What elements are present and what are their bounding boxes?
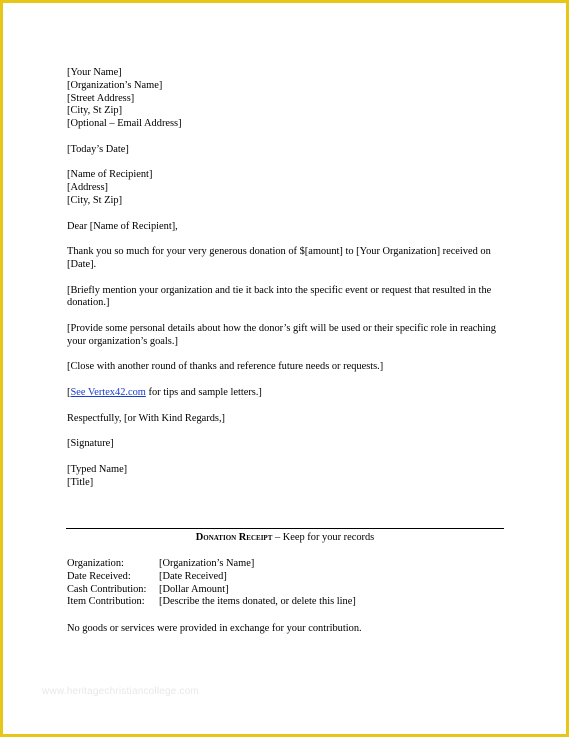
recipient-address: [Address] xyxy=(67,182,108,194)
paragraph-close: [Close with another round of thanks and reference future needs or requests.] xyxy=(67,361,384,373)
paragraph-thanks: Thank you so much for your very generous donation of $[amount] to [Your Organization] received on [Date]. xyxy=(67,246,491,270)
vertex42-link[interactable]: See Vertex42.com xyxy=(70,386,146,398)
receipt-value: [Describe the items donated, or delete this line] xyxy=(159,596,356,608)
receipt-value: [Date Received] xyxy=(159,570,227,582)
sender-email: [Optional – Email Address] xyxy=(67,118,182,130)
receipt-label: Date Received: xyxy=(67,570,131,582)
receipt-row xyxy=(67,571,356,584)
receipt-divider xyxy=(66,528,504,529)
receipt-label: Cash Contribution: xyxy=(67,583,147,595)
sender-name: [Your Name] xyxy=(67,67,122,78)
receipt-row xyxy=(67,596,356,609)
recipient-city: [City, St Zip] xyxy=(67,194,123,206)
paragraph-details: [Provide some personal details about how the donor’s gift will be used or their specific role in reaching your organization’s goals.] xyxy=(67,322,496,347)
closing: Respectfully, [or With Kind Regards,] xyxy=(67,412,226,424)
paragraph-organization: [Briefly mention your organization and tie it back into the specific event or request that resulted in the donation.] xyxy=(67,284,492,309)
receipt-label: Organization: xyxy=(67,558,124,569)
receipt-row xyxy=(67,558,356,571)
receipt-value: [Organization’s Name] xyxy=(159,558,255,569)
signer-title: [Title] xyxy=(67,476,94,488)
sender-block xyxy=(67,67,507,131)
sender-city: [City, St Zip] xyxy=(67,105,123,117)
receipt-details xyxy=(67,558,356,609)
letter-date: [Today’s Date] xyxy=(67,143,129,155)
tips-line: [See Vertex42.com for tips and sample letters.] xyxy=(67,386,262,398)
recipient-block xyxy=(67,169,507,207)
sender-street: [Street Address] xyxy=(67,92,135,104)
receipt-note: No goods or services were provided in exchange for your contribution. xyxy=(67,623,362,634)
salutation: Dear [Name of Recipient], xyxy=(67,220,178,232)
watermark-text: www.heritagechristiancollege.com xyxy=(42,686,200,697)
receipt-heading xyxy=(66,532,504,543)
receipt-row xyxy=(67,584,356,597)
signature: [Signature] xyxy=(67,438,114,450)
receipt-heading-suffix: – Keep for your records xyxy=(272,532,375,543)
receipt-label: Item Contribution: xyxy=(67,596,145,608)
typed-name: [Typed Name] xyxy=(67,463,128,475)
receipt-heading-label: Donation Receipt xyxy=(195,532,273,543)
letter-body xyxy=(67,67,507,489)
receipt-value: [Dollar Amount] xyxy=(159,583,229,595)
sender-organization: [Organization’s Name] xyxy=(67,79,163,91)
recipient-name: [Name of Recipient] xyxy=(67,169,153,181)
